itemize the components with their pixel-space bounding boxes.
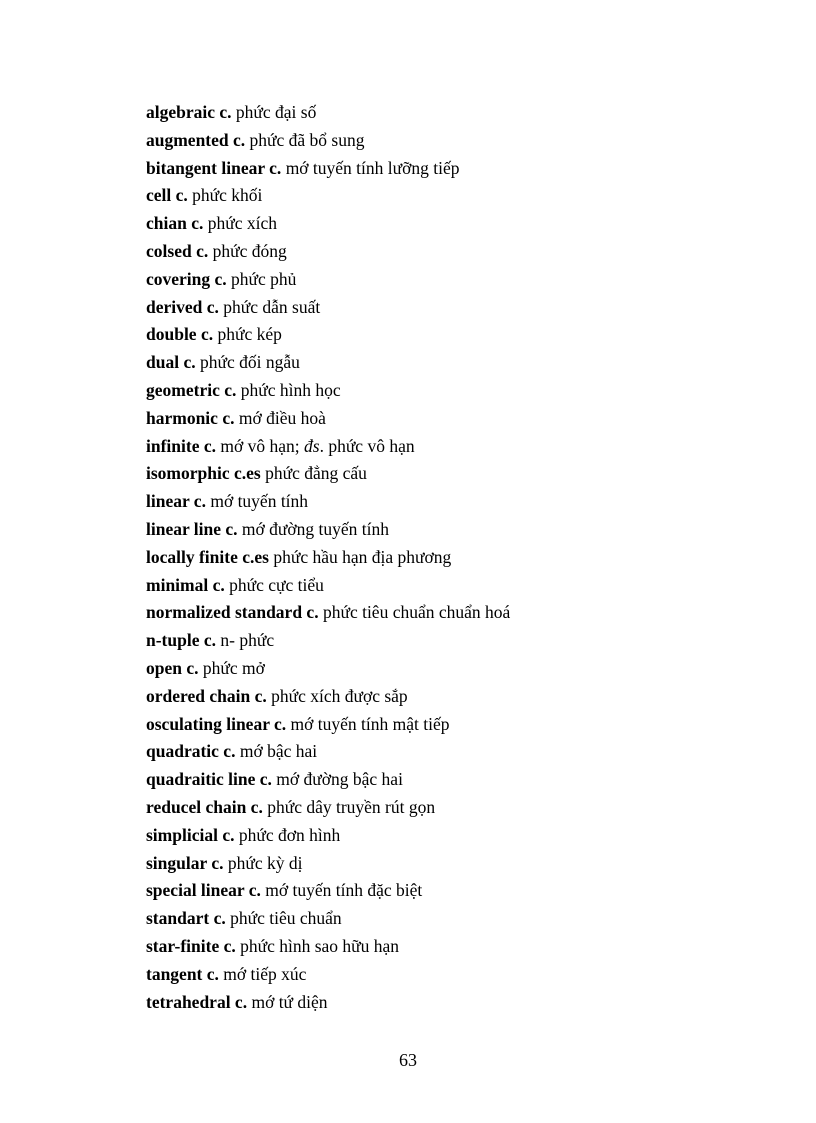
glossary-entry xyxy=(146,155,766,183)
glossary-entry xyxy=(146,989,766,1017)
entry-term: linear c. xyxy=(146,491,206,512)
glossary-entry-list xyxy=(146,99,766,1016)
entry-definition: phức hình học xyxy=(240,379,341,400)
glossary-entry xyxy=(146,182,766,210)
entry-term: covering c. xyxy=(146,268,227,289)
entry-definition: mớ tuyến tính lưỡng tiếp xyxy=(285,157,460,178)
entry-term: locally finite c.es xyxy=(146,546,269,567)
glossary-entry xyxy=(146,460,766,488)
entry-term: tangent c. xyxy=(146,963,219,984)
glossary-entry xyxy=(146,210,766,238)
entry-term: osculating linear c. xyxy=(146,713,287,734)
page-number: 63 xyxy=(399,1050,417,1070)
entry-definition: phức đẳng cấu xyxy=(265,463,367,484)
glossary-entry xyxy=(146,321,766,349)
glossary-entry xyxy=(146,99,766,127)
entry-term: infinite c. xyxy=(146,435,216,456)
entry-definition: phức tiêu chuẩn xyxy=(230,908,342,929)
entry-definition: phức kép xyxy=(217,324,282,345)
entry-term: simplicial c. xyxy=(146,824,235,845)
entry-definition: phức xích xyxy=(207,213,278,234)
entry-term: cell c. xyxy=(146,185,188,206)
entry-definition: mớ vô hạn; xyxy=(220,435,300,456)
entry-term: chian c. xyxy=(146,213,204,234)
entry-term: normalized standard c. xyxy=(146,602,319,623)
glossary-entry xyxy=(146,711,766,739)
entry-term: n-tuple c. xyxy=(146,630,216,651)
entry-definition: mớ tứ diện xyxy=(251,991,328,1012)
glossary-entry xyxy=(146,683,766,711)
entry-definition: phức đối ngẫu xyxy=(199,352,300,373)
glossary-entry xyxy=(146,294,766,322)
glossary-entry xyxy=(146,488,766,516)
glossary-entry xyxy=(146,349,766,377)
entry-term: algebraic c. xyxy=(146,102,232,122)
entry-definition: phức tiêu chuẩn chuẩn hoá xyxy=(322,602,511,623)
glossary-entry xyxy=(146,377,766,405)
entry-definition: phức dây truyền rút gọn xyxy=(267,796,436,817)
entry-term: isomorphic c.es xyxy=(146,463,261,484)
entry-term: harmonic c. xyxy=(146,407,235,428)
entry-definition: phức khối xyxy=(192,185,263,206)
entry-definition: phức dẫn suất xyxy=(223,296,321,317)
entry-term: colsed c. xyxy=(146,240,209,261)
entry-definition: n- phức xyxy=(220,630,275,651)
entry-term: special linear c. xyxy=(146,880,261,901)
entry-term: reducel chain c. xyxy=(146,796,263,817)
glossary-entry xyxy=(146,599,766,627)
entry-term: standart c. xyxy=(146,908,226,929)
glossary-entry xyxy=(146,738,766,766)
entry-term: open c. xyxy=(146,657,199,678)
entry-term: singular c. xyxy=(146,852,224,873)
entry-definition: phức mở xyxy=(202,657,265,678)
entry-term: augmented c. xyxy=(146,129,246,150)
entry-definition: mớ tuyến tính mật tiếp xyxy=(290,713,450,734)
glossary-entry xyxy=(146,572,766,600)
glossary-entry xyxy=(146,266,766,294)
entry-term: quadraitic line c. xyxy=(146,769,272,790)
entry-definition: phức hầu hạn địa phương xyxy=(273,546,452,567)
entry-term: dual c. xyxy=(146,352,196,373)
entry-term: tetrahedral c. xyxy=(146,991,248,1012)
glossary-entry xyxy=(146,238,766,266)
entry-definition: phức phủ xyxy=(231,268,297,289)
entry-definition: phức cực tiểu xyxy=(229,574,324,595)
entry-term: minimal c. xyxy=(146,574,225,595)
entry-definition: phức đơn hình xyxy=(238,824,341,845)
glossary-entry xyxy=(146,544,766,572)
entry-term: linear line c. xyxy=(146,518,238,539)
entry-definition: phức đóng xyxy=(212,240,287,261)
glossary-entry xyxy=(146,433,766,461)
entry-term: star-finite c. xyxy=(146,935,236,956)
glossary-entry xyxy=(146,405,766,433)
glossary-entry xyxy=(146,961,766,989)
entry-definition: phức đã bổ sung xyxy=(249,129,365,150)
glossary-entry xyxy=(146,822,766,850)
entry-definition: phức kỳ dị xyxy=(227,852,303,873)
glossary-entry xyxy=(146,766,766,794)
entry-term: quadratic c. xyxy=(146,741,236,762)
entry-definition: phức xích được sắp xyxy=(271,685,408,706)
entry-definition: phức đại số xyxy=(235,102,317,122)
entry-definition: mớ bậc hai xyxy=(239,741,318,762)
entry-term: bitangent linear c. xyxy=(146,157,282,178)
entry-term: derived c. xyxy=(146,296,219,317)
entry-definition: mớ điều hoà xyxy=(238,407,326,428)
entry-definition: mớ tuyến tính đặc biệt xyxy=(265,880,423,901)
entry-definition-continued: . phức vô hạn xyxy=(319,435,415,456)
glossary-entry xyxy=(146,850,766,878)
entry-field-abbreviation: đs xyxy=(304,435,320,456)
entry-term: ordered chain c. xyxy=(146,685,267,706)
glossary-entry xyxy=(146,933,766,961)
entry-definition: mớ đường tuyến tính xyxy=(241,518,390,539)
glossary-entry xyxy=(146,627,766,655)
entry-definition: mớ đường bậc hai xyxy=(276,769,403,790)
glossary-entry xyxy=(146,127,766,155)
entry-definition: mớ tiếp xúc xyxy=(223,963,307,984)
entry-term: geometric c. xyxy=(146,379,237,400)
glossary-entry xyxy=(146,905,766,933)
glossary-entry xyxy=(146,794,766,822)
entry-definition: phức hình sao hữu hạn xyxy=(240,935,400,956)
glossary-entry xyxy=(146,877,766,905)
glossary-entry xyxy=(146,655,766,683)
entry-term: double c. xyxy=(146,324,214,345)
glossary-entry xyxy=(146,516,766,544)
entry-definition: mớ tuyến tính xyxy=(210,491,309,512)
